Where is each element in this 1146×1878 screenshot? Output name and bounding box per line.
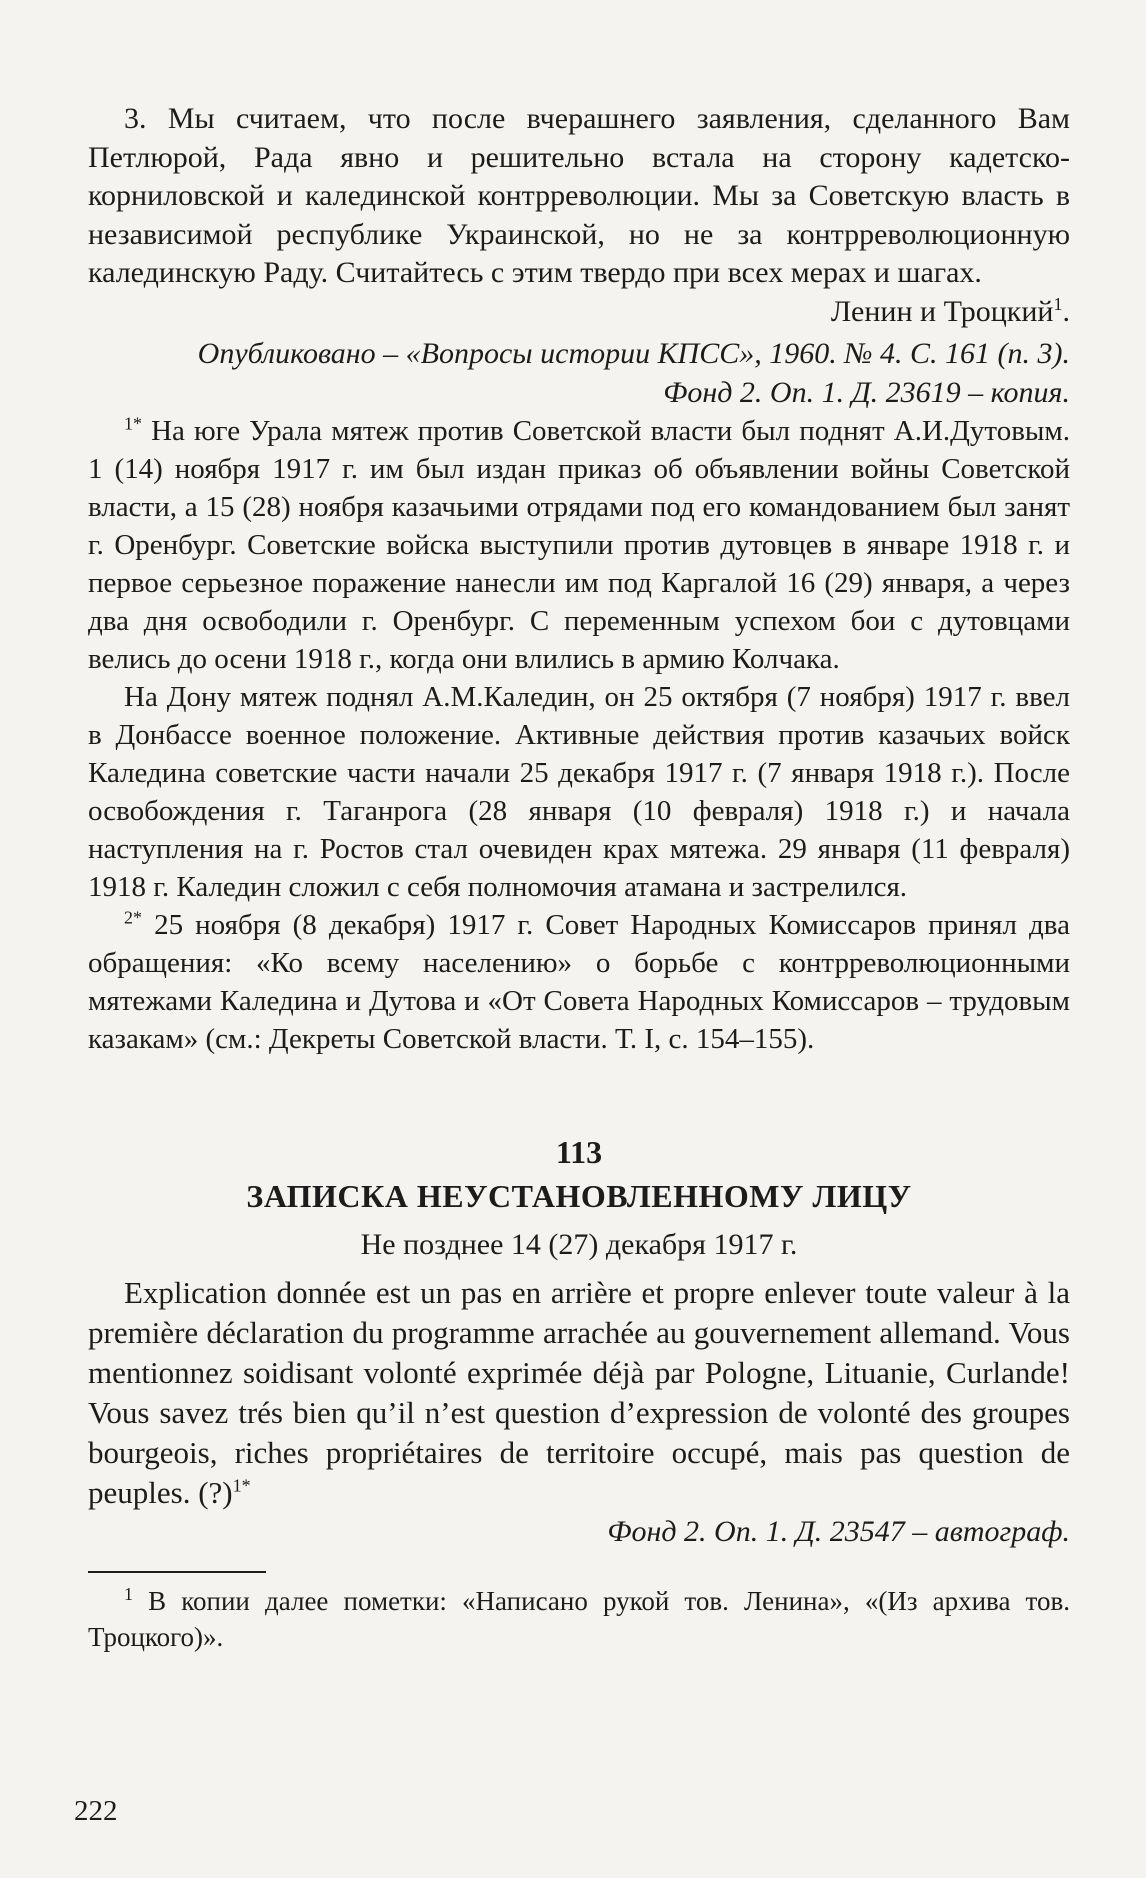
endnote-1 (88, 412, 1070, 678)
archive-reference-1: Фонд 2. Оп. 1. Д. 23619 – копия. (663, 375, 1070, 409)
signature-text: Ленин и Троцкий (830, 294, 1054, 328)
document-date: Не позднее 14 (27) декабря 1917 г. (360, 1228, 798, 1261)
paragraph-3: 3. Мы считаем, что после вчерашнего заявления, сделанного Вам Петлюрой, Рада явно и решительно встала на сторону кадетско-корниловской и калединской контрреволюции. Мы за Советскую власть в независимой республике Украинской, но не за контрреволюционную калединскую Раду. Считайтесь с этим твердо при всех мерах и шагах. (88, 102, 1070, 289)
signature-end: . (1062, 294, 1070, 328)
document-text-mark: 1* (232, 1475, 251, 1496)
document-number: 113 (555, 1134, 603, 1170)
endnote-1-text: На юге Урала мятеж против Советской власти был поднят А.И.Дутовым. 1 (14) ноября 1917 г. им был издан приказ об объявлении войны Советской власти, а 15 (28) ноября казачьими отрядами под его командованием был занят г. Оренбург. Советские войска выступили против дутовцев в январе 1918 г. и первое серьезное поражение нанесли им под Каргалой 16 (29) января, а через два дня освободили г. Оренбург. С переменным успехом бои с дутовцами велись до осени 1918 г., когда они влились в армию Колчака. (88, 415, 1071, 675)
archive-reference-2: Фонд 2. Оп. 1. Д. 23547 – автограф. (607, 1514, 1070, 1548)
footnote-divider (88, 1571, 266, 1573)
page-number: 222 (74, 1795, 118, 1827)
endnote-1-mark: 1* (124, 413, 142, 434)
footnote (88, 1583, 1070, 1655)
signature (88, 293, 1070, 332)
document-title: ЗАПИСКА НЕУСТАНОВЛЕННОМУ ЛИЦУ (246, 1178, 912, 1214)
page-content (88, 100, 1070, 1655)
endnote-2 (88, 906, 1070, 1058)
publication-note: Опубликовано – «Вопросы истории КПСС», 1960. № 4. С. 161 (п. 3). (197, 337, 1070, 370)
endnote-1-continued: На Дону мятеж поднял А.М.Каледин, он 25 октября (7 ноября) 1917 г. ввел в Донбассе военное положение. Активные действия против казачьих войск Каледина советские части начали 25 декабря 1917 г. (7 января 1918 г.). После освобождения г. Таганрога (28 января (10 февраля) 1918 г.) и начала наступления на г. Ростов стал очевиден крах мятежа. 29 января (11 февраля) 1918 г. Каледин сложил с себя полномочия атамана и застрелился. (88, 681, 1070, 903)
document-text-body: Explication donnée est un pas en arrière et propre enlever toute valeur à la première déclaration du programme arrachée au gouvernement allemand. Vous mentionnez soidisant volonté exprimée déjà par Pologne, Lituanie, Curlande! Vous savez trés bien qu’il n’est question d’expression de volonté des groupes bourgeois, riches propriétaires de territoire occupé, mais pas question de peuples. (?) (88, 1274, 1070, 1510)
endnote-2-text: 25 ноября (8 декабря) 1917 г. Совет Народных Комиссаров принял два обращения: «Ко всему населению» о борьбе с контрреволюционными мятежами Каледина и Дутова и «От Совета Народных Комиссаров – трудовым казакам» (см.: Декреты Советской власти. Т. I, с. 154–155). (88, 909, 1070, 1055)
signature-footnote-mark: 1 (1053, 293, 1063, 314)
document-text (88, 1273, 1070, 1513)
footnote-mark: 1 (124, 1584, 133, 1604)
footnote-text: В копии далее пометки: «Написано рукой тов. Ленина», «(Из архива тов. Троцкого)». (88, 1586, 1071, 1652)
endnote-2-mark: 2* (124, 907, 142, 928)
